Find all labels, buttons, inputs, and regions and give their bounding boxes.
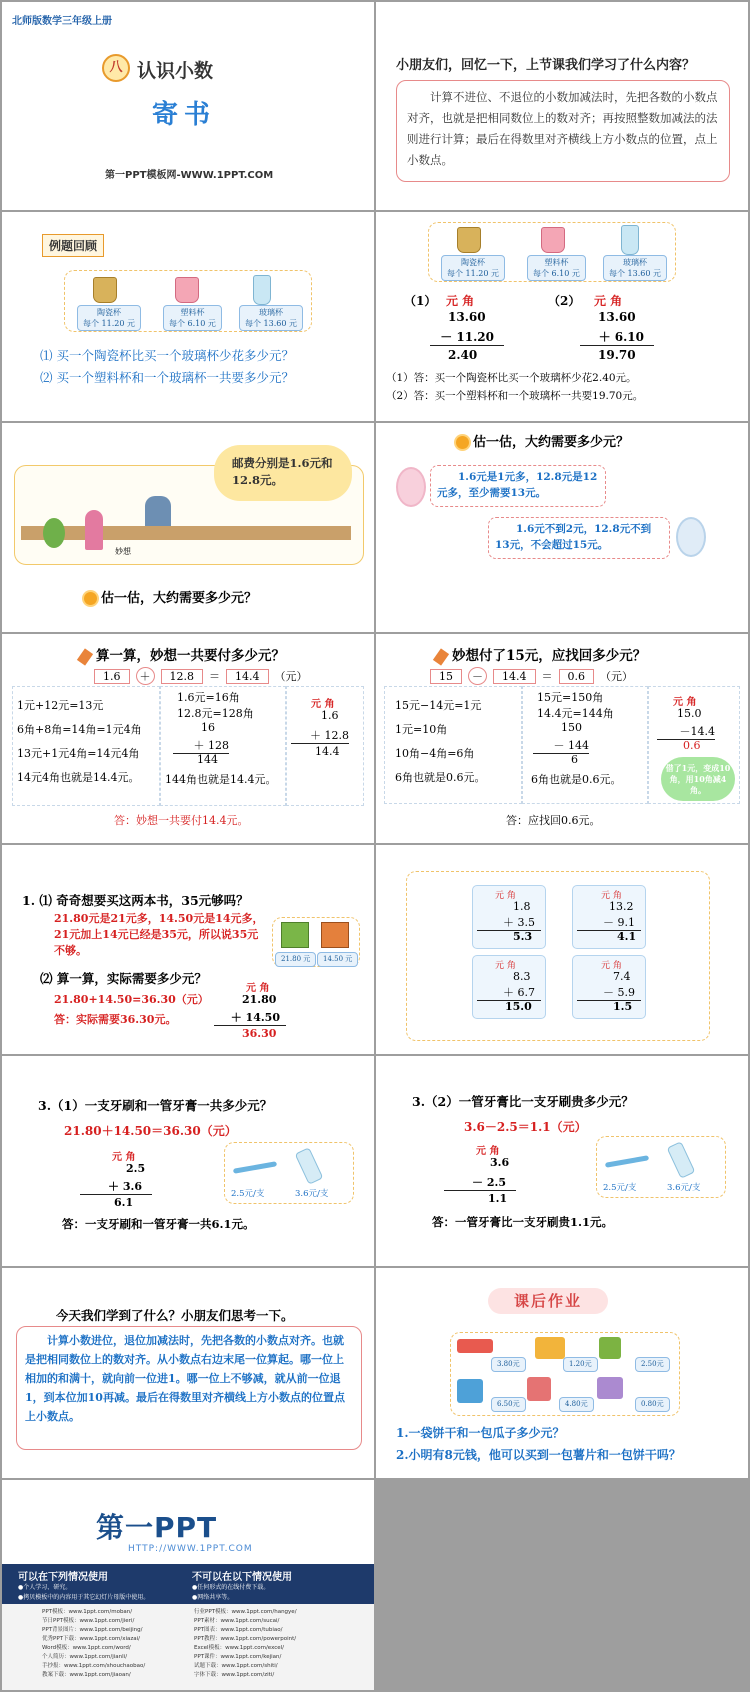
unit-yuan-jiao: 元 角 [601, 891, 622, 901]
reasoning: 21.80元是21元多，14.50元是14元多，21元加上14元已经是35元，所以说35元不够。 [54, 912, 264, 957]
resource-link[interactable]: 优秀PPT下载：www.1ppt.com/xiazai/ [42, 1636, 141, 1642]
empty-slot [376, 1480, 748, 1690]
resource-link[interactable]: PPT背景图片：www.1ppt.com/beijing/ [42, 1627, 143, 1633]
vertical-minuend: 15.0 [677, 707, 702, 720]
unit-yuan-jiao: 元 角 [673, 697, 697, 708]
speech-bubble: 邮费分别是1.6元和12.8元。 [214, 445, 352, 501]
method-line: 13元+1元4角=14元4角 [17, 747, 140, 760]
snack-price: 2.50元 [635, 1357, 670, 1372]
answer-1: （1）答：买一个陶瓷杯比买一个玻璃杯少花2.40元。 [386, 372, 637, 384]
glass-cup-icon [253, 275, 271, 305]
toothpaste-price: 3.6元/支 [667, 1183, 701, 1193]
vertical-result: 5.3 [513, 930, 533, 943]
toothbrush-price: 2.5元/支 [231, 1189, 265, 1199]
ceramic-cup-icon [457, 227, 481, 253]
slide-5-scene[interactable] [2, 423, 374, 632]
equation: 3.6－2.5＝1.1（元） [464, 1120, 587, 1134]
slide-12-toothpaste-diff[interactable] [376, 1056, 748, 1266]
snack-icon [535, 1337, 565, 1359]
snack-price: 4.80元 [559, 1397, 594, 1412]
review-question: 小朋友们，回忆一下，上节课我们学习了什么内容？ [396, 58, 696, 73]
plastic-cup-icon [175, 277, 199, 303]
estimate-title: 估一估，大约需要多少元？ [473, 435, 630, 450]
vertical-sum: 14.4 [315, 745, 340, 758]
snack-icon [599, 1337, 621, 1359]
cup-name: 玻璃杯 [623, 258, 647, 267]
resource-link[interactable]: 个人简历：www.1ppt.com/jianli/ [42, 1654, 128, 1660]
vertical-difference: 6 [571, 753, 578, 766]
method-line: 6角+8角=14角=1元4角 [17, 723, 142, 736]
answer: 答：一管牙膏比一支牙刷贵1.1元。 [432, 1215, 614, 1229]
vertical-subtrahend: － 144 [533, 737, 589, 754]
forbidden-title: 不可以在以下情况使用 [192, 1572, 292, 1583]
cup-name: 陶瓷杯 [97, 308, 121, 317]
vertical-a: 13.2 [609, 900, 634, 913]
vertical-addend: ＋ 128 [173, 737, 229, 754]
forbidden-item: ●任何形式的在线付费下载。 [192, 1584, 270, 1591]
unit-yuan-jiao: 元 角 [112, 1152, 136, 1163]
vertical-addend: ＋ 12.8 [291, 727, 349, 744]
estimate-question: 估一估，大约需要多少元？ [101, 591, 258, 606]
slide-1-title[interactable] [2, 2, 374, 210]
question: 3.（2）一管牙膏比一支牙刷贵多少元？ [412, 1094, 634, 1109]
example-question-2: ⑵ 买一个塑料杯和一个玻璃杯一共要多少元？ [40, 370, 294, 385]
resource-link[interactable]: Excel模板：www.1ppt.com/excel/ [194, 1645, 285, 1651]
snack-price: 3.80元 [491, 1357, 526, 1372]
addend-1: 13.60 [598, 310, 636, 324]
formula-value: 14.4 [493, 669, 536, 684]
cup-price: 每个 6.10 元 [533, 269, 580, 278]
method-line: 1.6元=16角 [177, 691, 240, 704]
resource-link[interactable]: PPT教程：www.1ppt.com/powerpoint/ [194, 1636, 297, 1642]
slide-11-toothpaste-sum[interactable] [2, 1056, 374, 1266]
slide-4-solution[interactable] [376, 212, 748, 421]
resource-link[interactable]: PPT图表：www.1ppt.com/tubiao/ [194, 1627, 283, 1633]
book-header: 北师版数学三年级上册 [12, 16, 112, 27]
addend-2: ＋ 6.10 [580, 328, 654, 346]
toothbrush-price-panel [596, 1136, 726, 1198]
snack-icon [597, 1377, 623, 1399]
vertical-difference: 1.1 [488, 1192, 508, 1205]
method-line: 12.8元=128角 [177, 707, 254, 720]
slide-10-practice[interactable] [376, 845, 748, 1054]
borrow-note-cloud: 借了1元，变成10角，用10角减4角。 [661, 757, 735, 801]
slide-7-calc[interactable] [2, 634, 374, 843]
method-2-column [160, 686, 286, 806]
unit-yuan-jiao: 元 角 [446, 294, 475, 308]
answer: 答：妙想一共要付14.4元。 [114, 814, 249, 827]
change-title: 妙想付了15元，应找回多少元？ [452, 648, 647, 664]
cup-name: 玻璃杯 [259, 308, 283, 317]
pencil-icon [77, 648, 93, 665]
license-panel [2, 1564, 374, 1690]
vertical-addend: 21.80 [242, 993, 277, 1006]
vertical-a: 7.4 [613, 970, 631, 983]
vertical-addend: ＋ 14.50 [214, 1009, 286, 1026]
girl-name-label: 妙想 [115, 547, 131, 556]
allowed-title: 可以在下列情况使用 [18, 1572, 108, 1583]
forbidden-item: ●网络共享等。 [192, 1594, 234, 1601]
lesson-title: 寄书 [152, 100, 217, 130]
summary-body: 计算小数进位，退位加减法时，先把各数的小数点对齐。也就是把相同数位上的数对齐。从小数点右边末尾一位算起。哪一位上相加的和满十，就向前一位进1。哪一位上不够减，就从前一位退1，到本位加10再减。最后在得数里对齐横线上方小数点的位置点上小数点。 [16, 1326, 362, 1450]
slide-6-estimate[interactable] [376, 423, 748, 632]
resource-link[interactable]: 节日PPT模板：www.1ppt.com/jieri/ [42, 1618, 135, 1624]
unit-yuan-jiao: 元 角 [601, 961, 622, 971]
formula-result: 14.4 [226, 669, 269, 684]
vertical-subtrahend: － 2.5 [444, 1174, 516, 1191]
formula-value: 12.8 [161, 669, 204, 684]
vertical-addend: 16 [201, 721, 215, 734]
slide-3-example[interactable] [2, 212, 374, 421]
toothbrush-price: 2.5元/支 [603, 1183, 637, 1193]
plastic-cup-icon [541, 227, 565, 253]
ceramic-cup-icon [93, 277, 117, 303]
answer-2: （2）答：买一个塑料杯和一个玻璃杯一共要19.70元。 [386, 390, 644, 402]
method-3-column [286, 686, 364, 806]
practice-card [472, 885, 546, 949]
sum: 19.70 [598, 348, 636, 362]
method-line: 14.4元=144角 [537, 707, 614, 720]
answer: 答：应找回0.6元。 [506, 814, 601, 827]
method-line: 14元4角也就是14.4元。 [17, 771, 140, 784]
vertical-subtrahend: －14.4 [657, 723, 715, 740]
snack-icon [527, 1377, 551, 1401]
snack-icon [457, 1339, 493, 1353]
resource-link[interactable]: PPT课件：www.1ppt.com/kejian/ [194, 1654, 282, 1660]
example-label: 例题回顾 [42, 234, 104, 257]
resource-link[interactable]: 教案下载：www.1ppt.com/jiaoan/ [42, 1672, 131, 1678]
resource-link[interactable]: 字体下载：www.1ppt.com/ziti/ [194, 1672, 275, 1678]
resource-link[interactable]: 行业PPT模板：www.1ppt.com/hangye/ [194, 1609, 297, 1615]
vertical-minuend: 150 [561, 721, 582, 734]
cup-name: 塑料杯 [544, 258, 569, 267]
clerk-icon [145, 496, 171, 526]
girl-icon [85, 510, 103, 550]
allowed-item: ●个人学习、研究。 [18, 1584, 72, 1591]
method-line: 15元=150角 [537, 691, 604, 704]
method-2-column [522, 686, 648, 804]
brand-logo: 第一PPT [96, 1511, 218, 1544]
slide-9-books[interactable] [2, 845, 374, 1054]
practice-card [472, 955, 546, 1019]
practice-panel [406, 871, 710, 1041]
method-line: 6角也就是0.6元。 [395, 771, 486, 784]
vertical-result: 15.0 [505, 1000, 532, 1013]
method-line: 10角−4角=6角 [395, 747, 475, 760]
cup-price: 每个 13.60 元 [609, 269, 661, 278]
plant-icon [43, 518, 65, 548]
toothbrush-icon [233, 1161, 277, 1174]
unit-number-badge: 八 [102, 54, 130, 82]
estimate-bubble-1: 1.6元是1元多，12.8元是12元多，至少需要13元。 [430, 465, 606, 507]
cup-name: 塑料杯 [180, 308, 205, 317]
difference: 2.40 [448, 348, 478, 362]
question: 3.（1）一支牙刷和一管牙膏一共多少元？ [38, 1098, 273, 1113]
snack-icon [457, 1379, 483, 1403]
book-price: 21.80 元 [275, 952, 316, 967]
formula-unit: （元） [274, 670, 308, 683]
formula-value: 15 [430, 669, 462, 684]
glass-cup-icon [621, 225, 639, 255]
unit-yuan-jiao: 元 角 [246, 983, 270, 994]
vertical-difference: 0.6 [683, 739, 701, 752]
equation: 21.80+14.50=36.30（元） [54, 993, 209, 1006]
girl-avatar [396, 467, 426, 507]
slide-2-review[interactable] [376, 2, 748, 210]
homework-question-1: 1.一袋饼干和一包瓜子多少元？ [396, 1426, 565, 1440]
example-question-1: ⑴ 买一个陶瓷杯比买一个玻璃杯少花多少元？ [40, 348, 294, 363]
part-1-label: （1） [404, 294, 437, 308]
formula-row [94, 667, 308, 685]
book-price-panel [272, 917, 360, 967]
vertical-result: 4.1 [617, 930, 637, 943]
minuend: 13.60 [448, 310, 486, 324]
link-list-left [42, 1608, 145, 1680]
vertical-sum: 36.30 [242, 1027, 277, 1040]
homework-question-2: 2.小明有8元钱，他可以买到一包薯片和一包饼干吗？ [396, 1448, 681, 1462]
question-2: ⑵ 算一算，实际需要多少元？ [40, 971, 207, 986]
slide-8-change[interactable] [376, 634, 748, 843]
review-rule-box: 计算不进位、不退位的小数加减法时，先把各数的小数点对齐，也就是把相同数位上的数对齐；再按照整数加减法的法则进行计算；最后在得数里对齐横线上方小数点的位置，点上小数点。 [396, 80, 730, 182]
snack-price: 6.50元 [491, 1397, 526, 1412]
method-line: 144角也就是14.4元。 [165, 773, 277, 786]
sun-icon [456, 436, 469, 449]
formula-unit: （元） [600, 670, 633, 683]
vertical-sum: 144 [197, 753, 218, 766]
formula-value: 1.6 [94, 669, 130, 684]
vertical-sum: 6.1 [114, 1196, 134, 1209]
formula-row [430, 667, 633, 685]
estimate-bubble-2: 1.6元不到2元，12.8元不到13元，不会超过15元。 [488, 517, 670, 559]
equation: 21.80＋14.50＝36.30（元） [64, 1124, 237, 1138]
vertical-b: ＋ 3.5 [477, 914, 541, 931]
toothpaste-icon [295, 1147, 324, 1185]
unit-yuan-jiao: 元 角 [495, 891, 516, 901]
resource-link[interactable]: 手抄报：www.1ppt.com/shouchaobao/ [42, 1663, 146, 1669]
vertical-addend: ＋ 3.6 [80, 1178, 152, 1195]
toothpaste-price: 3.6元/支 [295, 1189, 329, 1199]
cup-price-panel [64, 270, 312, 332]
resource-link[interactable]: PPT素材：www.1ppt.com/sucai/ [194, 1618, 280, 1624]
toothbrush-icon [605, 1155, 649, 1168]
snack-price: 0.80元 [635, 1397, 670, 1412]
method-line: 15元−14元=1元 [395, 699, 482, 712]
vertical-a: 8.3 [513, 970, 531, 983]
unit-yuan-jiao: 元 角 [594, 294, 623, 308]
snack-price: 1.20元 [563, 1357, 598, 1372]
vertical-result: 1.5 [613, 1000, 633, 1013]
method-line: 1元=10角 [395, 723, 448, 736]
book-icon [321, 922, 349, 948]
question-1: 1. ⑴ 奇奇想要买这两本书，35元够吗？ [22, 893, 249, 908]
sun-icon [84, 592, 97, 605]
resource-link[interactable]: 试题下载：www.1ppt.com/shiti/ [194, 1663, 278, 1669]
toothbrush-price-panel [224, 1142, 354, 1204]
practice-card [572, 955, 646, 1019]
unit-title: 认识小数 [137, 60, 214, 82]
vertical-b: － 5.9 [577, 984, 641, 1001]
book-icon [281, 922, 309, 948]
link-list-right [194, 1608, 297, 1680]
answer: 答：一支牙刷和一管牙膏一共6.1元。 [62, 1217, 255, 1231]
formula-equals: ＝ [209, 670, 220, 683]
vertical-b: － 9.1 [577, 914, 641, 931]
vertical-addend: 2.5 [126, 1162, 146, 1175]
pencil-icon [433, 648, 449, 665]
cup-price-panel [428, 222, 676, 282]
book-price: 14.50 元 [317, 952, 358, 967]
cup-price: 每个 6.10 元 [169, 319, 216, 328]
slide-15-copyright[interactable] [2, 1480, 374, 1690]
vertical-addend: 1.6 [321, 709, 339, 722]
cup-price: 每个 11.20 元 [83, 319, 135, 328]
unit-yuan-jiao: 元 角 [311, 699, 335, 710]
cup-name: 陶瓷杯 [461, 258, 485, 267]
resource-link[interactable]: Word模板：www.1ppt.com/word/ [42, 1645, 131, 1651]
toothpaste-icon [667, 1141, 696, 1179]
snack-price-panel [450, 1332, 680, 1416]
unit-yuan-jiao: 元 角 [495, 961, 516, 971]
cup-price: 每个 11.20 元 [447, 269, 499, 278]
answer: 答：实际需要36.30元。 [54, 1013, 177, 1026]
vertical-a: 1.8 [513, 900, 531, 913]
method-line: 1元+12元=13元 [17, 699, 104, 712]
calc-title: 算一算，妙想一共要付多少元？ [96, 648, 285, 664]
summary-question: 今天我们学到了什么？小朋友们思考一下。 [56, 1308, 294, 1323]
homework-badge: 课后作业 [488, 1288, 608, 1314]
vertical-b: ＋ 6.7 [477, 984, 541, 1001]
subtrahend: － 11.20 [430, 328, 504, 346]
method-1-column [384, 686, 522, 804]
formula-operator: ＋ [136, 667, 155, 685]
method-1-column [12, 686, 160, 806]
boy-avatar [676, 517, 706, 557]
formula-operator: － [468, 667, 487, 685]
formula-equals: ＝ [541, 670, 553, 683]
method-line: 6角也就是0.6元。 [531, 773, 622, 786]
unit-yuan-jiao: 元 角 [476, 1146, 500, 1157]
counter-icon [21, 526, 351, 540]
vertical-minuend: 3.6 [490, 1156, 510, 1169]
formula-result: 0.6 [559, 669, 595, 684]
site-label: 第一PPT模板网-WWW.1PPT.COM [105, 170, 274, 181]
slide-13-summary[interactable] [2, 1268, 374, 1478]
cup-price: 每个 13.60 元 [245, 319, 297, 328]
allowed-item: ●拷贝模板中的内容用于其它幻灯片母版中使用。 [18, 1594, 150, 1601]
resource-link[interactable]: PPT模板：www.1ppt.com/moban/ [42, 1609, 133, 1615]
brand-url[interactable]: HTTP://WWW.1PPT.COM [128, 1544, 253, 1554]
part-2-label: （2） [548, 294, 581, 308]
slide-14-homework[interactable] [376, 1268, 748, 1478]
practice-card [572, 885, 646, 949]
method-3-column [648, 686, 740, 804]
